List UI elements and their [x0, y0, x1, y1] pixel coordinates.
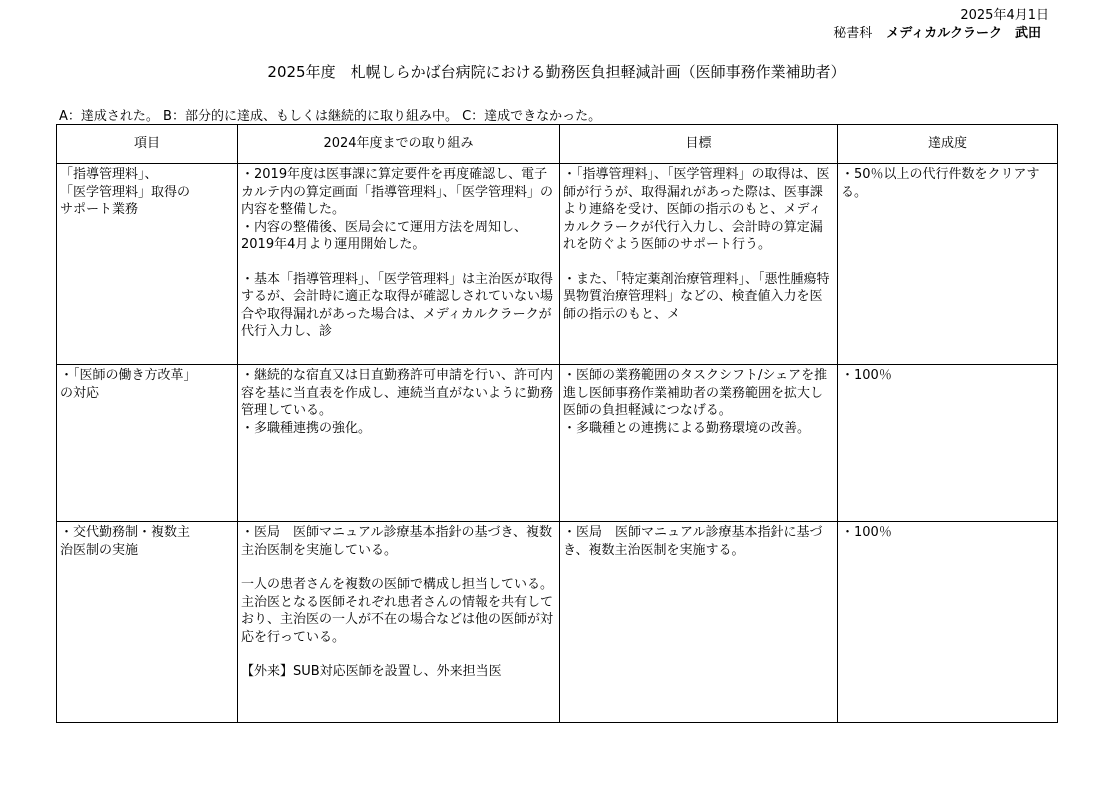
- row-goals-cell: [560, 522, 838, 723]
- row-achievement-cell: [838, 164, 1058, 365]
- goal-paragraph: ・医師の業務範囲のタスクシフト/シェアを推進し医師事務作業補助者の業務範囲を拡大し医師の負担軽減につなげる。 ・多職種との連携による勤務環境の改善。: [563, 368, 828, 436]
- plan-table: [56, 124, 1058, 723]
- effort-paragraph: ・継続的な宿直又は日直勤務許可申請を行い、許可内容を基に当直表を作成し、連続当直がないように勤務管理している。 ・多職種連携の強化。: [241, 368, 554, 436]
- effort-paragraph: ・基本「指導管理料」、「医学管理料」は主治医が取得するが、会計時に適正な取得が確認しされていない場合や取得漏れがあった場合は、メディカルクラークが代行入力し、診: [241, 271, 554, 339]
- table-header-row: [57, 125, 1058, 164]
- effort-paragraph: ・2019年度は医事課に算定要件を再度確認し、電子カルテ内の算定画面「指導管理料」、「医学管理料」の内容を整備した。 ・内容の整備後、医局会にて運用方法を周知し、2019年4月より運用開始した。: [241, 167, 554, 252]
- table-row: [57, 164, 1058, 365]
- achievement-text: ・100％: [841, 525, 892, 540]
- row-achievement-cell: [838, 365, 1058, 522]
- author-department: 秘書科: [833, 26, 873, 41]
- document-title: 2025年度 札幌しらかば台病院における勤務医負担軽減計画（医師事務作業補助者）: [267, 63, 846, 81]
- row-item-cell: [57, 522, 238, 723]
- row-item-cell: [57, 164, 238, 365]
- header-item: 項目: [57, 125, 238, 164]
- table-row: [57, 522, 1058, 723]
- row-efforts-cell: [238, 365, 560, 522]
- goal-paragraph: ・医局 医師マニュアル診療基本指針に基づき、複数主治医制を実施する。: [563, 525, 823, 558]
- row-item-cell: [57, 365, 238, 522]
- row-achievement-cell: [838, 522, 1058, 723]
- row-item-label: ・「医師の働き方改革」 の対応: [60, 368, 197, 401]
- row-goals-cell: [560, 365, 838, 522]
- row-item-label: 「指導管理料」、 「医学管理料」取得の サポート業務: [60, 167, 191, 217]
- header-efforts: 2024年度までの取り組み: [238, 125, 560, 164]
- row-efforts-cell: [238, 164, 560, 365]
- author-role: メディカルクラーク: [886, 26, 1002, 41]
- header-achievement: 達成度: [838, 125, 1058, 164]
- row-goals-cell: [560, 164, 838, 365]
- effort-paragraph: 【外来】SUB対応医師を設置し、外来担当医: [241, 664, 502, 679]
- table-row: [57, 365, 1058, 522]
- effort-paragraph: 一人の患者さんを複数の医師で構成し担当している。主治医となる医師それぞれ患者さんの情報を共有しており、主治医の一人が不在の場合などは他の医師が対応を行っている。: [241, 577, 554, 645]
- effort-paragraph: ・医局 医師マニュアル診療基本指針の基づき、複数主治医制を実施している。: [241, 525, 552, 558]
- header-goals: 目標: [560, 125, 838, 164]
- row-item-label: ・交代勤務制・複数主 治医制の実施: [60, 525, 191, 558]
- achievement-legend: A：達成された。 B：部分的に達成、もしくは継続的に取り組み中。 C：達成できなかった。: [59, 109, 602, 124]
- goal-paragraph: ・また、「特定薬剤治療管理料」、「悪性腫瘍特異物質治療管理料」などの、検査値入力を医師の指示のもと、メ: [563, 271, 830, 322]
- goal-paragraph: ・「指導管理料」、「医学管理料」の取得は、医師が行うが、取得漏れがあった際は、医事課より連絡を受け、医師の指示のもと、メディカルクラークが代行入力し、会計時の算定漏れを防ぐよう医師のサポート行う。: [563, 167, 830, 252]
- document-date: 2025年4月1日: [960, 8, 1049, 23]
- row-efforts-cell: [238, 522, 560, 723]
- achievement-text: ・50％以上の代行件数をクリアする。: [841, 167, 1040, 200]
- author-name: 武田: [1014, 26, 1041, 41]
- achievement-text: ・100％: [841, 368, 892, 383]
- author-line: [833, 22, 1041, 41]
